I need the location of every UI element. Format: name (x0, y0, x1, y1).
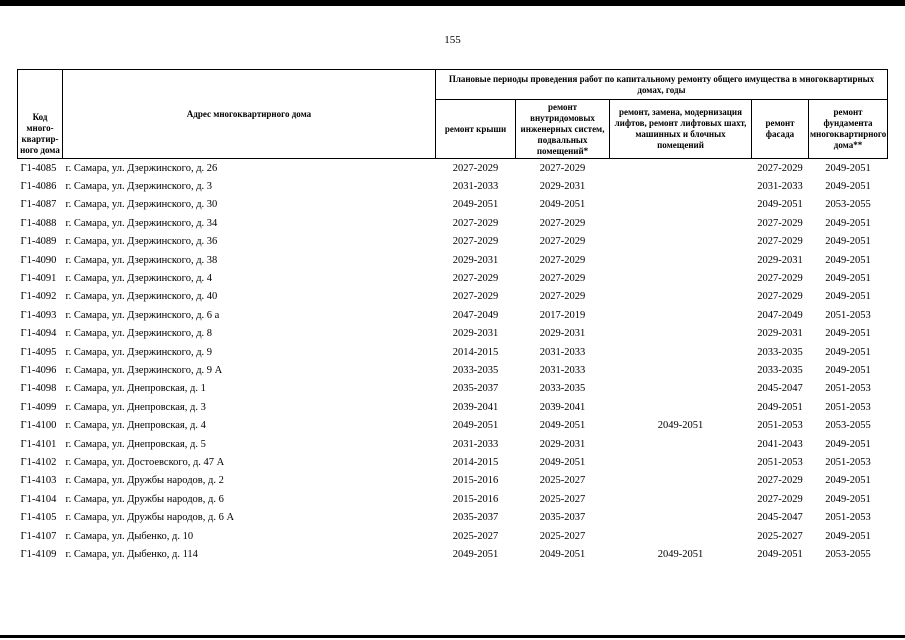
roof-repair-period: 2027-2029 (452, 236, 499, 248)
facade-repair-period: 2041-2043 (757, 438, 803, 450)
house-address: г. Самара, ул. Дзержинского, д. 40 (65, 291, 218, 303)
facade-repair-period: 2033-2035 (757, 346, 803, 358)
house-code: Г1-4093 (20, 309, 57, 321)
facade-repair-period: 2027-2029 (757, 493, 803, 505)
foundation-repair-period: 2049-2051 (825, 217, 871, 229)
elevator-repair-period (610, 490, 752, 508)
table-row (18, 545, 888, 563)
engineering-systems-period: 2039-2041 (539, 401, 586, 413)
house-code: Г1-4109 (20, 548, 57, 560)
elevator-repair-period (610, 343, 752, 361)
house-address: г. Самара, ул. Дзержинского, д. 26 (65, 162, 218, 174)
page-number: 155 (444, 34, 461, 46)
engineering-systems-period: 2027-2029 (539, 273, 586, 285)
elevator-repair-period (610, 288, 752, 306)
engineering-systems-period: 2017-2019 (539, 309, 586, 321)
foundation-repair-period: 2049-2051 (825, 475, 871, 487)
roof-repair-period: 2015-2016 (452, 493, 499, 505)
table-row (18, 325, 888, 343)
roof-repair-period: 2049-2051 (452, 199, 499, 211)
table-row (18, 361, 888, 379)
engineering-systems-period: 2049-2051 (539, 456, 586, 468)
house-address: г. Самара, ул. Дружбы народов, д. 6 А (65, 512, 235, 524)
roof-repair-period: 2031-2033 (452, 438, 499, 450)
elevator-repair-period (610, 306, 752, 324)
house-code: Г1-4095 (20, 346, 57, 358)
house-address: г. Самара, ул. Днепровская, д. 4 (65, 420, 206, 432)
engineering-systems-period: 2027-2029 (539, 254, 586, 266)
engineering-systems-period: 2033-2035 (539, 383, 586, 395)
facade-repair-period: 2049-2051 (757, 199, 803, 211)
house-code: Г1-4091 (20, 273, 57, 285)
roof-repair-period: 2031-2033 (452, 181, 499, 193)
facade-repair-header: ремонт фасада (752, 100, 809, 159)
house-code: Г1-4102 (20, 456, 57, 468)
roof-repair-period: 2029-2031 (452, 328, 499, 340)
house-code: Г1-4100 (20, 420, 57, 432)
table-row (18, 453, 888, 471)
table-row (18, 527, 888, 545)
house-address: г. Самара, ул. Дыбенко, д. 114 (65, 548, 198, 560)
house-address: г. Самара, ул. Дзержинского, д. 9 (65, 346, 213, 358)
foundation-repair-period: 2049-2051 (825, 291, 871, 303)
elevator-repair-period (610, 508, 752, 526)
table-row (18, 251, 888, 269)
house-address: г. Самара, ул. Дзержинского, д. 6 а (65, 309, 220, 321)
roof-repair-period: 2027-2029 (452, 162, 499, 174)
foundation-repair-period: 2049-2051 (825, 346, 871, 358)
house-address: г. Самара, ул. Дзержинского, д. 30 (65, 199, 218, 211)
engineering-systems-period: 2031-2033 (539, 364, 586, 376)
elevator-repair-period (610, 233, 752, 251)
planned-periods-group-header: Плановые периоды проведения работ по капитальному ремонту общего имущества в многоквартирных домах, годы (436, 70, 888, 100)
foundation-repair-period: 2051-2053 (825, 401, 871, 413)
roof-repair-header: ремонт крыши (436, 100, 516, 159)
elevator-repair-period (610, 527, 752, 545)
house-address: г. Самара, ул. Дзержинского, д. 34 (65, 217, 218, 229)
elevator-repair-period (610, 380, 752, 398)
table-row (18, 398, 888, 416)
house-address: г. Самара, ул. Достоевского, д. 47 А (65, 456, 225, 468)
table-row (18, 380, 888, 398)
elevator-repair-period (610, 251, 752, 269)
house-code: Г1-4092 (20, 291, 57, 303)
house-address: г. Самара, ул. Днепровская, д. 3 (65, 401, 206, 413)
house-code: Г1-4087 (20, 199, 57, 211)
bottom-border-rule (0, 635, 905, 638)
elevator-repair-period: 2049-2051 (657, 420, 704, 432)
roof-repair-period: 2014-2015 (452, 456, 499, 468)
house-code: Г1-4104 (20, 493, 57, 505)
house-code: Г1-4088 (20, 217, 57, 229)
elevator-repair-period (610, 361, 752, 379)
house-address: г. Самара, ул. Дзержинского, д. 9 А (65, 364, 223, 376)
foundation-repair-period: 2049-2051 (825, 530, 871, 542)
elevator-repair-period (610, 472, 752, 490)
foundation-repair-period: 2051-2053 (825, 309, 871, 321)
engineering-systems-period: 2025-2027 (539, 475, 586, 487)
elevator-repair-period (610, 177, 752, 195)
facade-repair-period: 2025-2027 (757, 530, 803, 542)
foundation-repair-period: 2049-2051 (825, 328, 871, 340)
code-column-header: Код много-квартир-ного дома (18, 70, 63, 159)
top-border-rule (0, 0, 905, 6)
foundation-repair-header: ремонт фундамента многоквартирного дома** (809, 100, 888, 159)
elevator-repair-period (610, 269, 752, 287)
engineering-systems-period: 2027-2029 (539, 236, 586, 248)
facade-repair-period: 2049-2051 (757, 401, 803, 413)
elevator-repair-period: 2049-2051 (657, 548, 704, 560)
roof-repair-period: 2027-2029 (452, 273, 499, 285)
table-body (18, 159, 888, 564)
engineering-systems-period: 2027-2029 (539, 162, 586, 174)
roof-repair-period: 2027-2029 (452, 291, 499, 303)
foundation-repair-period: 2051-2053 (825, 512, 871, 524)
table-row (18, 306, 888, 324)
roof-repair-period: 2027-2029 (452, 217, 499, 229)
foundation-repair-period: 2053-2055 (825, 420, 871, 432)
roof-repair-period: 2049-2051 (452, 420, 499, 432)
house-address: г. Самара, ул. Дзержинского, д. 36 (65, 236, 218, 248)
house-address: г. Самара, ул. Днепровская, д. 5 (65, 438, 206, 450)
roof-repair-period: 2035-2037 (452, 512, 499, 524)
engineering-systems-header: ремонт внутридомовых инженерных систем, подвальных помещений* (516, 100, 610, 159)
foundation-repair-period: 2049-2051 (825, 162, 871, 174)
facade-repair-period: 2027-2029 (757, 217, 803, 229)
elevator-repair-period (610, 159, 752, 178)
facade-repair-period: 2029-2031 (757, 328, 803, 340)
foundation-repair-period: 2053-2055 (825, 548, 871, 560)
table-row (18, 490, 888, 508)
engineering-systems-period: 2027-2029 (539, 217, 586, 229)
house-code: Г1-4103 (20, 475, 57, 487)
elevator-repair-period (610, 398, 752, 416)
table-row (18, 233, 888, 251)
roof-repair-period: 2014-2015 (452, 346, 499, 358)
foundation-repair-period: 2049-2051 (825, 493, 871, 505)
facade-repair-period: 2051-2053 (757, 456, 803, 468)
foundation-repair-period: 2049-2051 (825, 254, 871, 266)
foundation-repair-period: 2051-2053 (825, 383, 871, 395)
house-address: г. Самара, ул. Дзержинского, д. 38 (65, 254, 218, 266)
elevator-repair-period (610, 435, 752, 453)
house-code: Г1-4089 (20, 236, 57, 248)
table-row (18, 288, 888, 306)
foundation-repair-period: 2049-2051 (825, 236, 871, 248)
facade-repair-period: 2029-2031 (757, 254, 803, 266)
table-row (18, 196, 888, 214)
engineering-systems-period: 2025-2027 (539, 530, 586, 542)
facade-repair-period: 2051-2053 (757, 420, 803, 432)
foundation-repair-period: 2051-2053 (825, 456, 871, 468)
house-code: Г1-4107 (20, 530, 57, 542)
facade-repair-period: 2027-2029 (757, 475, 803, 487)
engineering-systems-period: 2029-2031 (539, 181, 586, 193)
facade-repair-period: 2049-2051 (757, 548, 803, 560)
facade-repair-period: 2033-2035 (757, 364, 803, 376)
table-row (18, 472, 888, 490)
facade-repair-period: 2027-2029 (757, 291, 803, 303)
elevator-repair-period (610, 214, 752, 232)
house-address: г. Самара, ул. Дыбенко, д. 10 (65, 530, 194, 542)
roof-repair-period: 2047-2049 (452, 309, 499, 321)
engineering-systems-period: 2049-2051 (539, 548, 586, 560)
engineering-systems-period: 2029-2031 (539, 328, 586, 340)
facade-repair-period: 2047-2049 (757, 309, 803, 321)
facade-repair-period: 2027-2029 (757, 162, 803, 174)
facade-repair-period: 2045-2047 (757, 512, 803, 524)
foundation-repair-period: 2049-2051 (825, 364, 871, 376)
facade-repair-period: 2027-2029 (757, 236, 803, 248)
house-address: г. Самара, ул. Днепровская, д. 1 (65, 383, 206, 395)
table-row (18, 269, 888, 287)
roof-repair-period: 2035-2037 (452, 383, 499, 395)
house-address: г. Самара, ул. Дружбы народов, д. 6 (65, 493, 224, 505)
roof-repair-period: 2029-2031 (452, 254, 499, 266)
facade-repair-period: 2031-2033 (757, 181, 803, 193)
house-code: Г1-4105 (20, 512, 57, 524)
table-row (18, 159, 888, 178)
house-code: Г1-4094 (20, 328, 57, 340)
table-row (18, 177, 888, 195)
engineering-systems-period: 2035-2037 (539, 512, 586, 524)
table-row (18, 508, 888, 526)
facade-repair-period: 2027-2029 (757, 273, 803, 285)
elevator-repair-period (610, 196, 752, 214)
roof-repair-period: 2033-2035 (452, 364, 499, 376)
roof-repair-period: 2039-2041 (452, 401, 499, 413)
house-code: Г1-4086 (20, 181, 57, 193)
roof-repair-period: 2049-2051 (452, 548, 499, 560)
engineering-systems-period: 2027-2029 (539, 291, 586, 303)
house-code: Г1-4090 (20, 254, 57, 266)
roof-repair-period: 2015-2016 (452, 475, 499, 487)
table-header (18, 70, 888, 159)
foundation-repair-period: 2049-2051 (825, 181, 871, 193)
house-code: Г1-4085 (20, 162, 57, 174)
house-address: г. Самара, ул. Дзержинского, д. 8 (65, 328, 213, 340)
table-row (18, 435, 888, 453)
house-address: г. Самара, ул. Дзержинского, д. 4 (65, 273, 213, 285)
address-column-header: Адрес многоквартирного дома (63, 70, 436, 159)
foundation-repair-period: 2053-2055 (825, 199, 871, 211)
house-code: Г1-4098 (20, 383, 57, 395)
engineering-systems-period: 2049-2051 (539, 420, 586, 432)
foundation-repair-period: 2049-2051 (825, 273, 871, 285)
foundation-repair-period: 2049-2051 (825, 438, 871, 450)
house-address: г. Самара, ул. Дружбы народов, д. 2 (65, 475, 224, 487)
engineering-systems-period: 2029-2031 (539, 438, 586, 450)
table-row (18, 214, 888, 232)
elevator-repair-period (610, 325, 752, 343)
elevator-repair-header: ремонт, замена, модернизация лифтов, ремонт лифтовых шахт, машинных и блочных помещений (610, 100, 752, 159)
table-row (18, 343, 888, 361)
roof-repair-period: 2025-2027 (452, 530, 499, 542)
engineering-systems-period: 2049-2051 (539, 199, 586, 211)
engineering-systems-period: 2031-2033 (539, 346, 586, 358)
house-code: Г1-4099 (20, 401, 57, 413)
house-code: Г1-4101 (20, 438, 57, 450)
repair-schedule-table (17, 69, 888, 564)
facade-repair-period: 2045-2047 (757, 383, 803, 395)
house-code: Г1-4096 (20, 364, 57, 376)
elevator-repair-period (610, 453, 752, 471)
table-row (18, 416, 888, 434)
house-address: г. Самара, ул. Дзержинского, д. 3 (65, 181, 213, 193)
engineering-systems-period: 2025-2027 (539, 493, 586, 505)
